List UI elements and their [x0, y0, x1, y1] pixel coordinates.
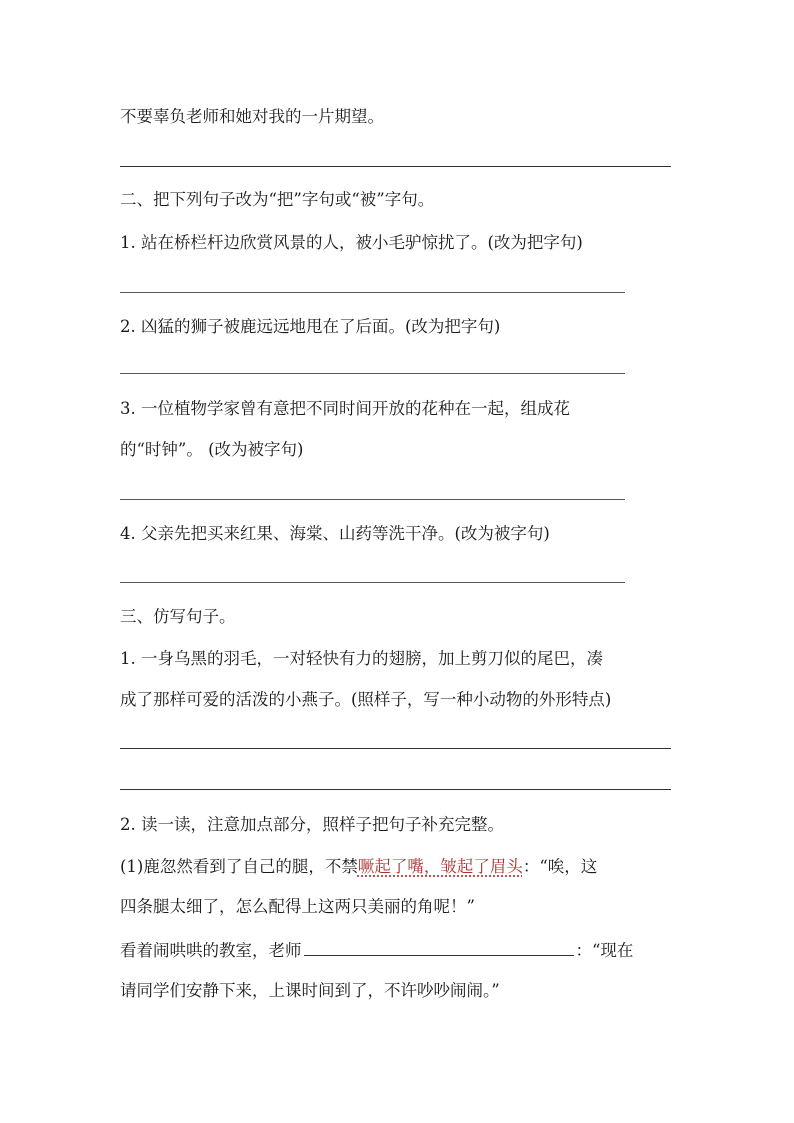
section3-q1-line1	[120, 648, 673, 670]
answer-line-s2q4[interactable]	[120, 582, 625, 583]
section2-q3-line1: 3. 一位植物学家曾有意把不同时间开放的花种在一起，组成花	[120, 399, 570, 418]
section3-q2-example-line1	[120, 856, 597, 878]
task-text-pre: 看着闹哄哄的教室，老师	[120, 941, 302, 960]
example-text-pre: (1)鹿忽然看到了自己的腿，不禁	[120, 857, 358, 876]
section3-q2-task-line1	[120, 939, 633, 962]
emphasized-phrase: 噘起了嘴，皱起了眉头	[357, 857, 523, 876]
answer-line-s2q3[interactable]	[120, 499, 625, 500]
answer-line-s2q1[interactable]	[120, 292, 625, 293]
intro-line: 不要辜负老师和她对我的一片期望。	[120, 107, 384, 126]
task-text-post: ：“现在	[575, 941, 634, 960]
answer-line-s3q1-a[interactable]	[120, 748, 671, 749]
section2-q3-line2: 的“时钟”。 (改为被字句)	[120, 440, 304, 459]
fill-in-blank[interactable]	[304, 939, 574, 956]
section3-q2-task-line2: 请同学们安静下来，上课时间到了，不许吵吵闹闹。”	[120, 981, 500, 1000]
section3-q1-line2: 成了那样可爱的活泼的小燕子。(照样子，写一种小动物的外形特点)	[120, 690, 612, 709]
section2-q4: 4. 父亲先把买来红果、海棠、山药等洗干净。(改为被字句)	[120, 524, 550, 543]
answer-line-s2q2[interactable]	[120, 373, 625, 374]
section2-q2: 2. 凶猛的狮子被鹿远远地甩在了后面。(改为把字句)	[120, 317, 501, 336]
answer-line-s3q1-b[interactable]	[120, 789, 671, 790]
section3-q2-heading: 2. 读一读，注意加点部分，照样子把句子补充完整。	[120, 815, 504, 834]
section3-q2-example-line2: 四条腿太细了，怎么配得上这两只美丽的角呢！”	[120, 897, 475, 916]
section3-heading: 三、仿写句子。	[120, 607, 236, 626]
section2-heading: 二、把下列句子改为“把”字句或“被”字句。	[120, 190, 435, 209]
section2-q1: 1. 站在桥栏杆边欣赏风景的人，被小毛驴惊扰了。(改为把字句)	[120, 233, 583, 252]
section3-q1-line1-text: 1. 一身乌黑的羽毛，一对轻快有力的翅膀，加上剪刀似的尾巴，凑	[120, 649, 603, 668]
example-text-post: ：“唉，这	[522, 857, 598, 876]
answer-line-intro[interactable]	[120, 166, 671, 167]
